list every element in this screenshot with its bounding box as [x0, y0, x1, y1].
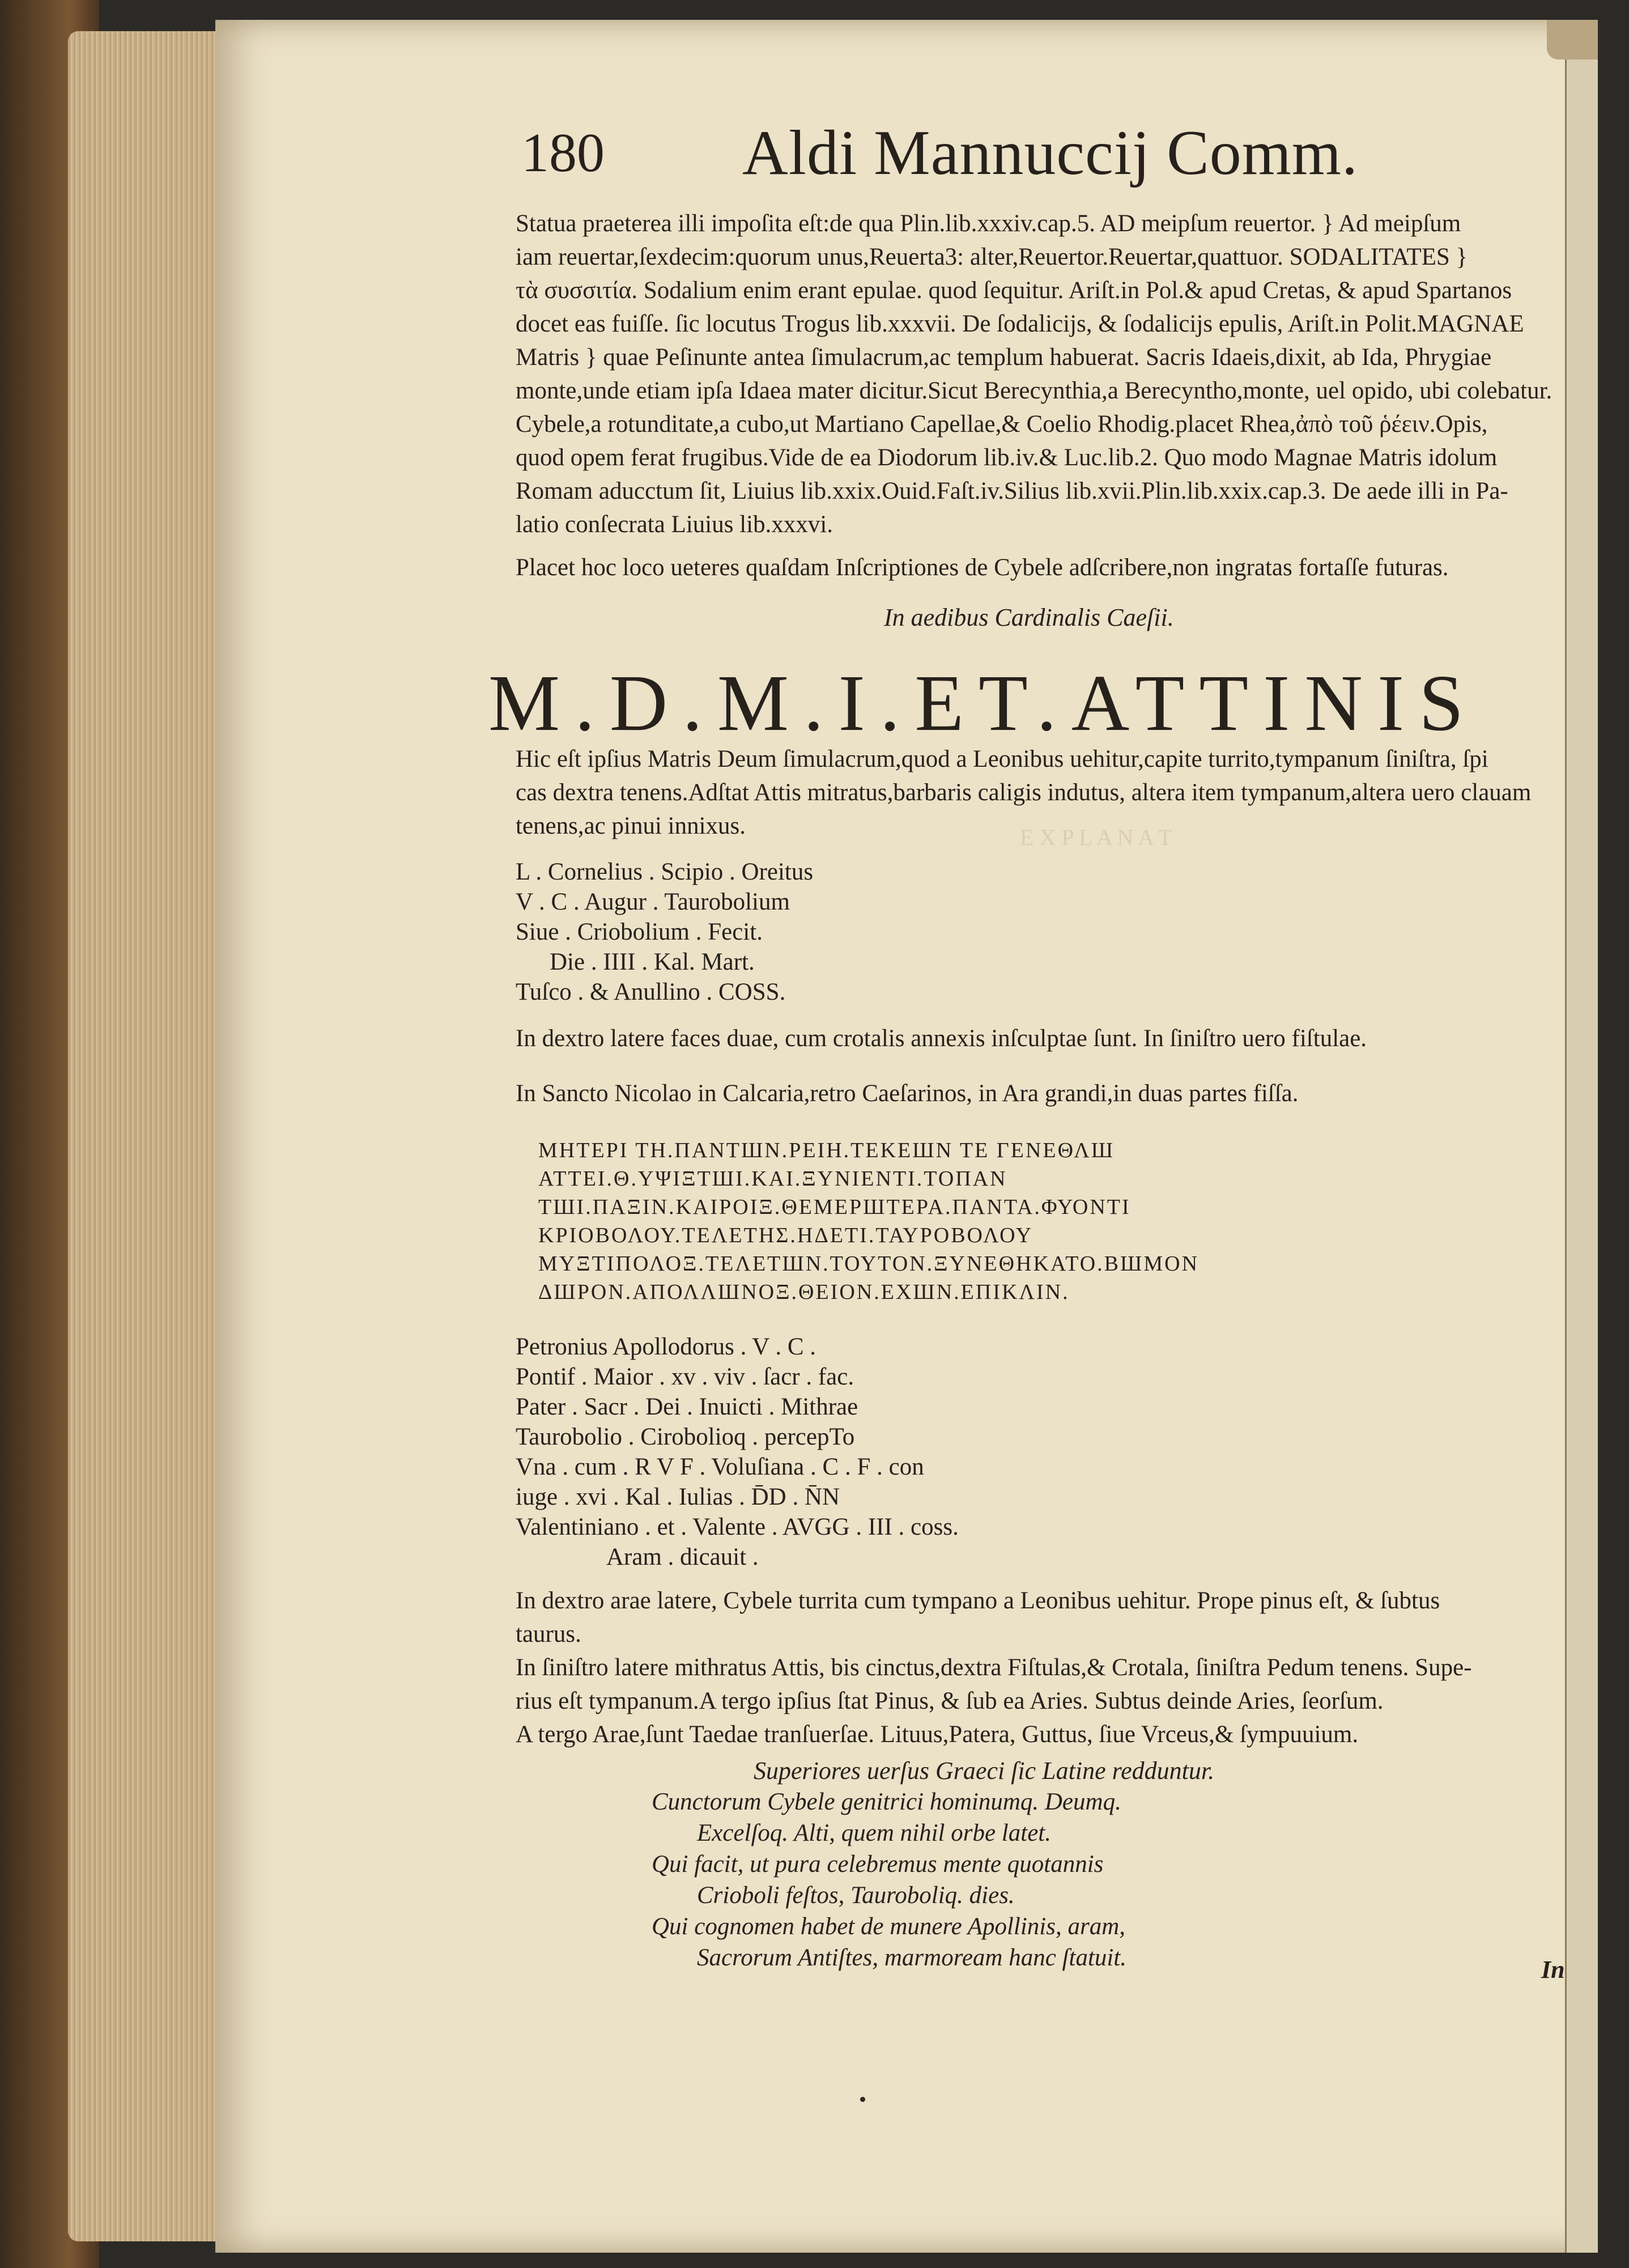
commentary-line: docet eas fuiſſe. ſic locutus Trogus lib.xxxvii. De ſodalicijs, & ſodalicijs epulis, Ariſt.in Polit.MAGNAE	[516, 311, 1524, 337]
statue-description	[516, 742, 1558, 843]
bleed-through: E X P L A N A T	[1020, 825, 1172, 850]
inscription-line: Petronius Apollodorus . V . C .	[516, 1333, 816, 1360]
greek-line: ΔШΡΟΝ.ΑΠΟΛΛШΝΟΞ.ΘΕΙΟΝ.ΕΧШΝ.ΕΠΙΚΛΙΝ.	[538, 1280, 1070, 1304]
location-caption-1: In aedibus Cardinalis Caeſii.	[884, 604, 1174, 631]
intro-line: Placet hoc loco ueteres quaſdam Inſcriptiones de Cybele adſcribere,non ingratas fortaſſe futuras.	[516, 554, 1449, 581]
description-line: Hic eſt ipſius Matris Deum ſimulacrum,quod a Leonibus uehitur,capite turrito,tympanum ſiniſtra, ſpi	[516, 746, 1488, 772]
ink-dot	[860, 2097, 865, 2102]
inscription-line: Pater . Sacr . Dei . Inuicti . Mithrae	[516, 1394, 858, 1420]
latin-inscription-1	[516, 857, 1558, 1007]
inscription-line: Siue . Criobolium . Fecit.	[516, 919, 763, 945]
binding-tab	[1547, 20, 1598, 60]
altar-description	[516, 1584, 1558, 1751]
inscription-line: Pontif . Maior . xv . viv . ſacr . fac.	[516, 1364, 854, 1390]
greek-line: ΜΗΤΕΡΙ ΤΗ.ΠΑΝΤШΝ.ΡΕΙΗ.ΤΕΚΕШΝ ΤΕ ΓΕΝΕΘΛШ	[538, 1139, 1115, 1162]
altar-line: In ſiniſtro latere mithratus Attis, bis cinctus,dextra Fiſtulas,& Crotala, ſiniſtra Pedum tenens. Supe-	[516, 1654, 1472, 1681]
inscription-line: Die . IIII . Kal. Mart.	[550, 949, 755, 975]
description-line: cas dextra tenens.Adſtat Attis mitratus,barbaris caligis indutus, altera item tympanum,altera uero clauam	[516, 779, 1532, 806]
commentary-line: Romam aducctum ſit, Liuius lib.xxix.Ouid.Faſt.iv.Silius lib.xvii.Plin.lib.xxix.cap.3. De aede illi in Pa-	[516, 478, 1508, 504]
commentary-line: iam reuertar,ſexdecim:quorum unus,Reuerta3: alter,Reuertor.Reuertar,quattuor. SODALITATES }	[516, 244, 1468, 270]
verse-line: Excelſoq. Alti, quem nihil orbe latet.	[697, 1820, 1051, 1846]
commentary-paragraph	[516, 207, 1558, 541]
description-line: tenens,ac pinui innixus.	[516, 813, 746, 839]
latin-verse	[652, 1786, 1629, 1973]
inscription-line: iuge . xvi . Kal . Iulias . D̄D . N̄N	[516, 1484, 840, 1510]
inscription-title: M.D.M.I.ET.ATTINIS	[488, 658, 1479, 747]
commentary-line: quod opem ferat frugibus.Vide de ea Diodorum lib.iv.& Luc.lib.2. Quo modo Magnae Matris idolum	[516, 444, 1498, 471]
altar-line: A tergo Arae,ſunt Taedae tranſuerſae. Lituus,Patera, Guttus, ſiue Vrceus,& ſympuuium.	[516, 1721, 1359, 1748]
inscription-line: Tuſco . & Anullino . COSS.	[516, 979, 786, 1005]
location-caption-2: In Sancto Nicolao in Calcaria,retro Caeſarinos, in Ara grandi,in duas partes fiſſa.	[516, 1080, 1299, 1107]
greek-line: ΑΤΤΕΙ.Θ.ΥΨΙΞΤШΙ.ΚΑΙ.ΞΥΝΙΕΝΤΙ.ΤΟΠΑΝ	[538, 1167, 1007, 1191]
inscription-line: Vna . cum . R V F . Voluſiana . C . F . con	[516, 1454, 924, 1480]
altar-line: In dextro arae latere, Cybele turrita cum tympano a Leonibus uehitur. Prope pinus eſt, & ſubtus	[516, 1587, 1440, 1614]
greek-line: ΚΡΙΟΒΟΛΟΥ.ΤΕΛΕΤΗΣ.ΗΔΕΤΙ.ΤΑΥΡΟΒΟΛΟΥ	[538, 1224, 1033, 1247]
inscription-line: V . C . Augur . Taurobolium	[516, 889, 790, 915]
running-title: Aldi Mannuccij Comm.	[742, 118, 1359, 188]
commentary-line: monte,unde etiam ipſa Idaea mater dicitur.Sicut Berecynthia,a Berecyntho,monte, uel opido, ubi colebatur.	[516, 377, 1553, 404]
commentary-line: Statua praeterea illi impoſita eſt:de qua Plin.lib.xxxiv.cap.5. AD meipſum reuertor. } Ad meipſum	[516, 210, 1461, 237]
catchword: In	[1541, 1956, 1565, 1984]
commentary-line: latio conſecrata Liuius lib.xxxvi.	[516, 511, 833, 538]
inscription-line: Aram . dicauit .	[606, 1544, 759, 1570]
latin-inscription-2	[516, 1332, 1558, 1572]
page-number: 180	[521, 122, 605, 184]
commentary-line: Matris } quae Peſinunte antea ſimulacrum,ac templum habuerat. Sacris Idaeis,dixit, ab Ida, Phrygiae	[516, 344, 1492, 371]
greek-inscription	[538, 1136, 1581, 1306]
inscription-line: L . Cornelius . Scipio . Oreitus	[516, 859, 814, 885]
page-edges	[68, 31, 238, 2241]
page-header	[521, 116, 1456, 201]
inscription-line: Taurobolio . Cirobolioq . percepTo	[516, 1424, 855, 1450]
greek-line: ΤШΙ.ΠΑΞΙΝ.ΚΑΙΡΟΙΞ.ΘΕΜΕΡШΤΕΡΑ.ΠΑΝΤΑ.ΦΥΟΝΤΙ	[538, 1195, 1131, 1219]
greek-line: ΜΥΞΤΙΠΟΛΟΞ.ΤΕΛΕΤШΝ.ΤΟΥΤΟΝ.ΞΥΝΕΘΗΚΑΤΟ.ΒШΜΟΝ	[538, 1252, 1200, 1276]
commentary-line: τὰ συσσιτία. Sodalium enim erant epulae. quod ſequitur. Ariſt.in Pol.& apud Cretas, & apud Spartanos	[516, 277, 1512, 304]
verse-intro: Superiores uerſus Graeci ſic Latine redduntur.	[754, 1757, 1215, 1785]
verse-line: Sacrorum Antiſtes, marmoream hanc ſtatuit.	[697, 1944, 1127, 1971]
verse-line: Qui cognomen habet de munere Apollinis, aram,	[652, 1913, 1126, 1940]
verse-line: Cunctorum Cybele genitrici hominumq. Deumq.	[652, 1789, 1121, 1815]
altar-line: rius eſt tympanum.A tergo ipſius ſtat Pinus, & ſub ea Aries. Subtus deinde Aries, ſeorſum.	[516, 1688, 1384, 1714]
commentary-line: Cybele,a rotunditate,a cubo,ut Martiano Capellae,& Coelio Rhodig.placet Rhea,ἀπὸ τοῦ ῥέειν.Opis,	[516, 411, 1488, 438]
verse-line: Qui facit, ut pura celebremus mente quotannis	[652, 1851, 1104, 1878]
side-note-1: In dextro latere faces duae, cum crotalis annexis inſculptae ſunt. In ſiniſtro uero fiſtulae.	[516, 1025, 1367, 1052]
verse-line: Crioboli feſtos, Tauroboliq. dies.	[697, 1882, 1015, 1909]
altar-line: taurus.	[516, 1621, 581, 1647]
inscription-line: Valentiniano . et . Valente . AVGG . III . coss.	[516, 1514, 959, 1540]
